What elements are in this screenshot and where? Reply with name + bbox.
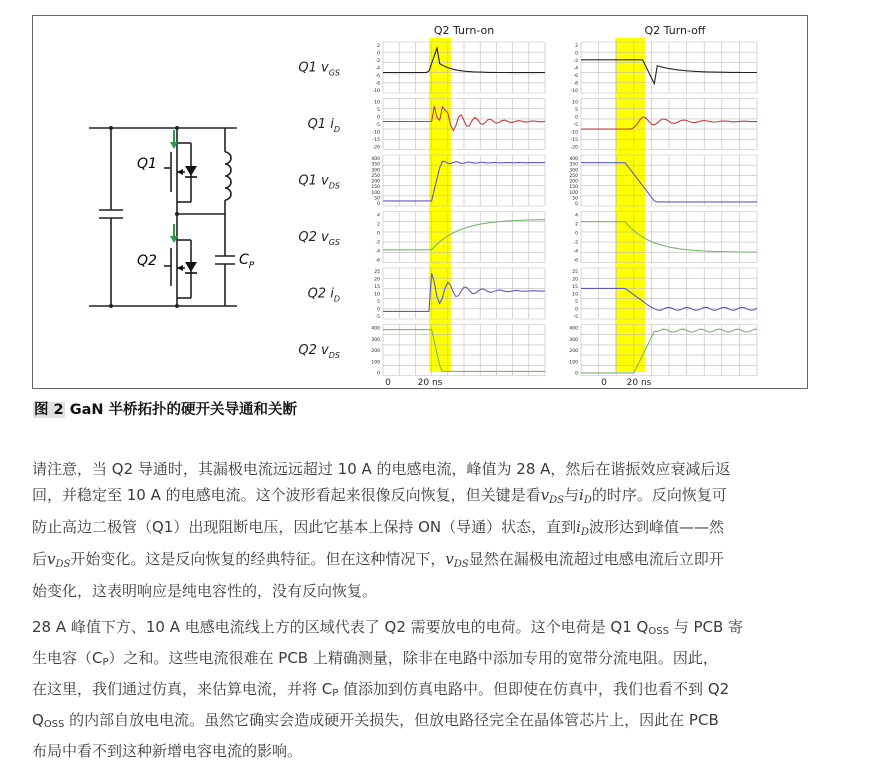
- half-bridge-schematic: [89, 128, 237, 306]
- y-tick-5-1-0: 400: [569, 326, 578, 332]
- figure-frame: [32, 15, 808, 389]
- y-tick-2-1-4: 200: [569, 179, 578, 185]
- y-tick-3-0-5: -6: [375, 258, 380, 264]
- row-label-3: Q2 $v_{GS}$: [298, 230, 340, 247]
- paragraph-2: [32, 614, 822, 764]
- y-tick-4-1-3: 10: [572, 292, 578, 298]
- mosfet-arrows: [177, 169, 183, 271]
- y-tick-1-0-0: 10: [374, 100, 380, 106]
- row-label-1: Q1 $i_D$: [307, 117, 340, 134]
- x-tick-20-turn-off: 20 ns: [626, 378, 652, 388]
- col-title-turn-on: Q2 Turn-on: [433, 24, 495, 37]
- y-tick-1-1-2: 0: [575, 115, 578, 121]
- y-tick-0-1-0: 2: [575, 44, 578, 49]
- y-tick-0-1-2: -2: [573, 59, 578, 64]
- y-tick-3-1-5: -6: [573, 258, 578, 264]
- y-tick-3-0-2: 0: [377, 231, 380, 237]
- y-tick-3-0-1: 2: [377, 222, 380, 228]
- y-tick-0-0-6: -10: [372, 89, 380, 94]
- y-tick-5-0-3: 100: [371, 360, 380, 366]
- y-tick-3-1-0: 4: [575, 213, 578, 219]
- y-tick-3-0-3: -2: [375, 240, 380, 246]
- y-tick-0-0-4: -6: [375, 74, 380, 79]
- caption-text: GaN 半桥拓扑的硬开关导通和关断: [64, 402, 298, 418]
- y-tick-1-0-6: -20: [372, 145, 380, 151]
- y-tick-2-0-7: 50: [374, 196, 380, 202]
- y-tick-2-0-3: 250: [371, 173, 380, 179]
- x-tick-0-turn-on: 0: [385, 378, 391, 388]
- y-tick-1-1-3: -5: [573, 123, 578, 128]
- row-label-0: Q1 $v_{GS}$: [298, 60, 340, 78]
- y-tick-4-1-6: -5: [573, 315, 578, 320]
- y-tick-2-0-2: 300: [371, 168, 380, 174]
- y-tick-2-0-4: 200: [371, 179, 380, 185]
- y-tick-3-0-4: -4: [375, 249, 380, 255]
- junction-dots: [109, 126, 179, 308]
- y-tick-0-0-1: 0: [377, 51, 380, 57]
- y-tick-0-1-3: -4: [573, 66, 578, 72]
- para1-line-4: 后$v_{DS}$开始变化。这是反向恢复的经典特征。但在这种情况下，$v_{DS}$显然在漏极电流超过电感电流后立即开: [32, 550, 724, 570]
- y-tick-4-1-4: 5: [575, 300, 578, 305]
- y-tick-0-0-5: -8: [375, 81, 380, 87]
- y-tick-2-1-7: 50: [572, 196, 578, 202]
- figure-graphic: [33, 16, 809, 390]
- row-label-5: Q2 $v_{DS}$: [298, 343, 340, 360]
- y-tick-2-1-0: 400: [569, 157, 578, 162]
- y-tick-2-1-2: 300: [569, 168, 578, 174]
- y-tick-2-1-1: 350: [569, 162, 578, 168]
- y-tick-2-0-8: 0: [377, 202, 380, 207]
- row-label-4: Q2 $i_D$: [307, 286, 340, 304]
- y-tick-4-0-0: 25: [374, 270, 380, 275]
- y-tick-3-0-0: 4: [377, 213, 380, 219]
- y-tick-2-0-1: 350: [371, 162, 380, 168]
- y-tick-5-0-2: 200: [371, 349, 380, 354]
- y-tick-0-0-2: -2: [375, 59, 380, 64]
- y-tick-4-0-3: 10: [374, 292, 380, 298]
- col-title-turn-off: Q2 Turn-off: [644, 24, 706, 37]
- y-tick-1-0-5: -15: [372, 138, 380, 143]
- y-tick-1-1-4: -10: [570, 130, 578, 136]
- y-tick-5-1-1: 300: [569, 337, 578, 343]
- y-tick-1-1-0: 10: [572, 100, 578, 106]
- y-tick-0-0-3: -4: [375, 66, 380, 72]
- q1-label: Q1: [137, 156, 157, 172]
- y-tick-0-0-0: 2: [377, 44, 380, 49]
- y-tick-4-0-5: 0: [377, 307, 380, 313]
- y-tick-0-1-4: -6: [573, 74, 578, 79]
- y-tick-4-1-2: 15: [572, 285, 578, 290]
- para2-line-1: 28 A 峰值下方、10 A 电感电流线上方的区域代表了 Q2 需要放电的电荷。这个电荷是 Q1 QOSS 与 PCB 寄: [32, 618, 744, 637]
- y-tick-0-1-1: 0: [575, 51, 578, 57]
- turn-off-highlight: [615, 38, 645, 372]
- figure-caption: [33, 398, 297, 419]
- para2-line-2: 生电容（CP）之和。这些电流很难在 PCB 上精确测量，除非在电路中添加专用的宽带分流电阻。因此，: [32, 649, 718, 668]
- y-tick-5-1-2: 200: [569, 349, 578, 354]
- y-tick-2-1-8: 0: [575, 202, 578, 207]
- paragraph-1: [32, 456, 822, 604]
- para1-line-2: 回，并稳定至 10 A 的电感电流。这个波形看起来很像反向恢复，但关键是看$v_{DS}$与$i_D$的时序。反向恢复可: [32, 486, 727, 506]
- para2-line-3: 在这里，我们通过仿真，来估算电流，并将 CP 值添加到仿真电路中。但即使在仿真中，我们也看不到 Q2: [32, 680, 730, 699]
- y-tick-3-1-3: -2: [573, 240, 578, 246]
- para2-line-4: QOSS 的内部自放电电流。虽然它确实会造成硬开关损失，但放电路径完全在晶体管芯片上，因此在 PCB: [32, 711, 719, 730]
- y-tick-4-0-1: 20: [374, 277, 380, 283]
- y-tick-4-0-6: -5: [375, 315, 380, 320]
- para1-line-3: 防止高边二极管（Q1）出现阻断电压，因此它基本上保持 ON（导通）状态，直到$i_D$波形达到峰值——然: [32, 518, 725, 538]
- q2-label: Q2: [137, 253, 157, 269]
- y-tick-1-0-4: -10: [372, 130, 380, 136]
- y-tick-4-0-2: 15: [374, 285, 380, 290]
- y-tick-5-0-1: 300: [371, 337, 380, 343]
- waveform-plots: [298, 24, 757, 388]
- y-tick-3-1-2: 0: [575, 231, 578, 237]
- y-tick-2-1-3: 250: [569, 173, 578, 179]
- para1-line-5: 始变化，这表明响应是纯电容性的，没有反向恢复。: [32, 582, 378, 600]
- y-tick-3-1-4: -4: [573, 249, 578, 255]
- y-tick-1-1-5: -15: [570, 138, 578, 143]
- y-tick-4-1-1: 20: [572, 277, 578, 283]
- y-tick-4-0-4: 5: [377, 300, 380, 305]
- y-tick-2-1-5: 150: [569, 185, 578, 191]
- y-tick-1-1-6: -20: [570, 145, 578, 151]
- y-tick-2-1-6: 100: [569, 190, 578, 196]
- y-tick-0-1-5: -8: [573, 81, 578, 87]
- x-tick-0-turn-off: 0: [601, 378, 607, 388]
- y-tick-3-1-1: 2: [575, 222, 578, 228]
- y-tick-5-0-4: 0: [377, 371, 380, 377]
- y-tick-0-1-6: -10: [570, 89, 578, 94]
- figure-number: 图 2: [34, 402, 64, 418]
- para2-line-5: 布局中看不到这种新增电容电流的影响。: [32, 742, 303, 760]
- y-tick-1-0-2: 0: [377, 115, 380, 121]
- y-tick-2-0-0: 400: [371, 157, 380, 162]
- y-tick-2-0-6: 100: [371, 190, 380, 196]
- y-tick-5-1-3: 100: [569, 360, 578, 366]
- y-tick-1-0-1: 5: [377, 108, 380, 113]
- x-tick-20-turn-on: 20 ns: [417, 378, 443, 388]
- cp-label: $C_P$: [239, 252, 255, 271]
- y-tick-1-1-1: 5: [575, 108, 578, 113]
- row-label-2: Q1 $v_{DS}$: [298, 173, 340, 191]
- y-tick-2-0-5: 150: [371, 185, 380, 191]
- y-tick-4-1-0: 25: [572, 270, 578, 275]
- y-tick-4-1-5: 0: [575, 307, 578, 313]
- y-tick-1-0-3: -5: [375, 123, 380, 128]
- y-tick-5-0-0: 400: [371, 326, 380, 332]
- para1-line-1: 请注意，当 Q2 导通时，其漏极电流远远超过 10 A 的电感电流，峰值为 28 A，然后在谐振效应衰减后返: [32, 460, 731, 478]
- y-tick-5-1-4: 0: [575, 371, 578, 377]
